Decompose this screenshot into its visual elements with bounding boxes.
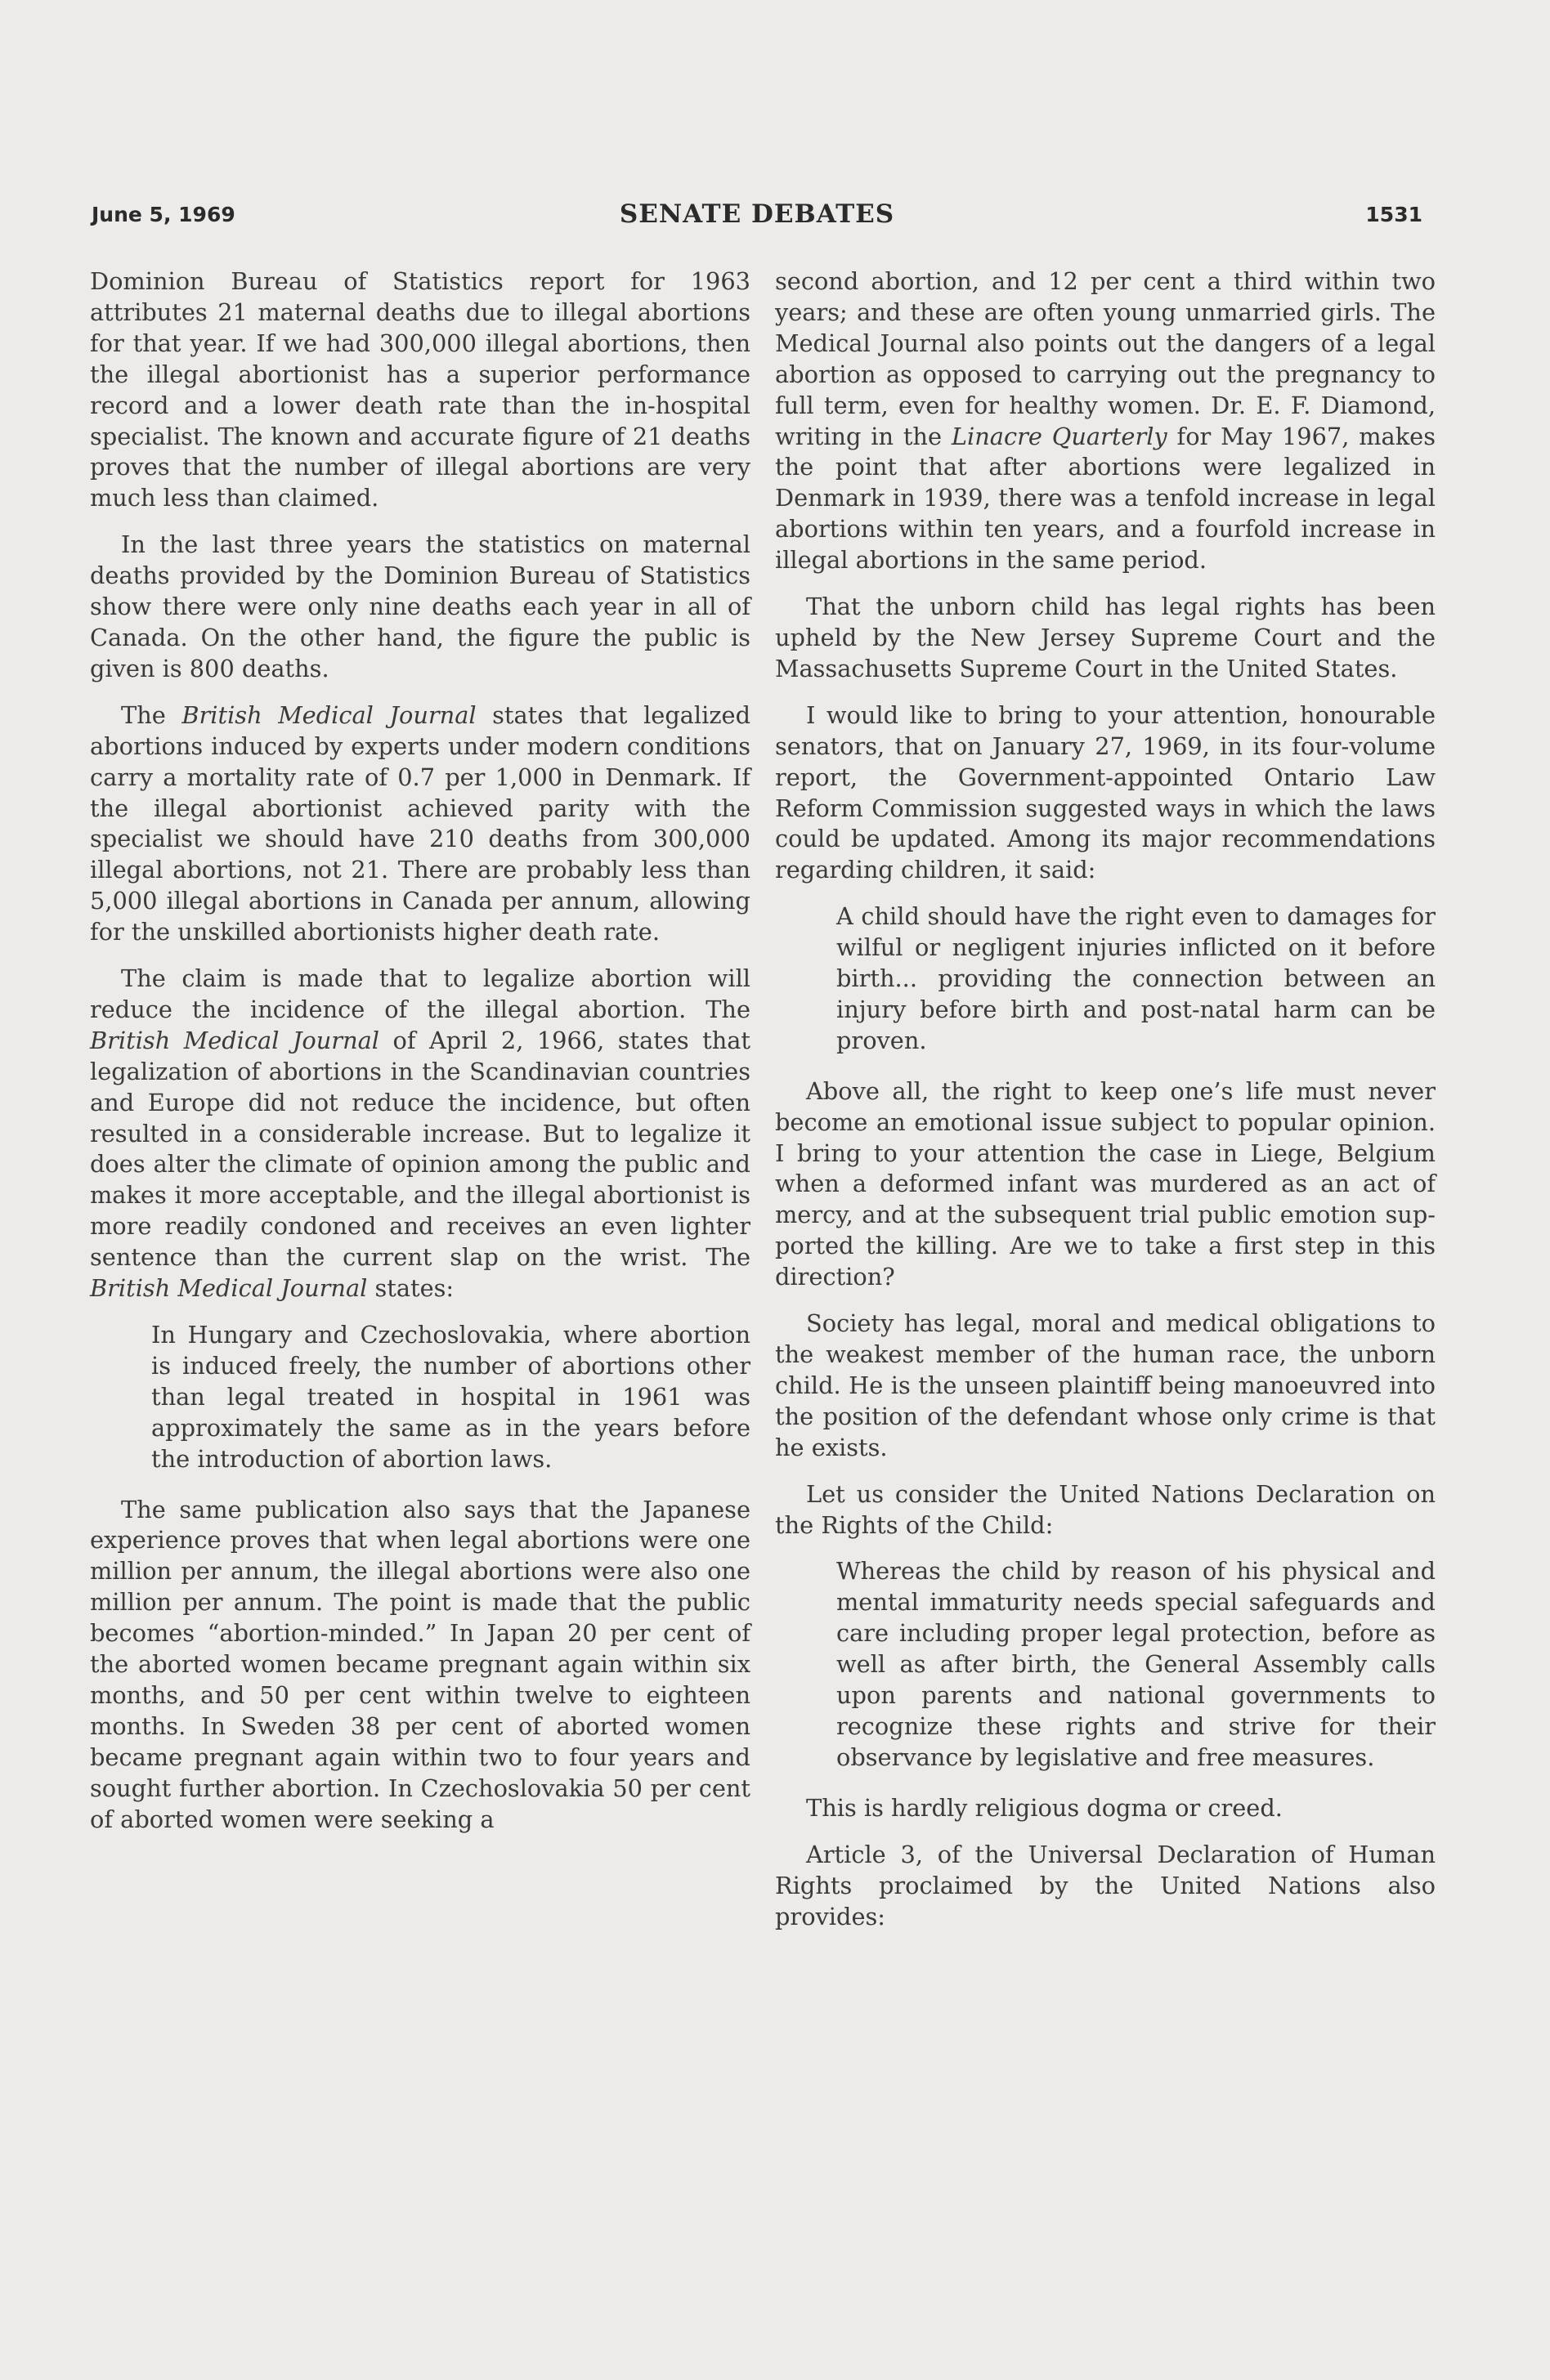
journal-title: British Medical Journal xyxy=(90,1026,380,1054)
right-column xyxy=(775,266,1436,1948)
paragraph: Article 3, of the Universal Declaration of Human Rights proclaimed by the United Nations also provides: xyxy=(775,1840,1436,1930)
page-header xyxy=(92,199,1422,232)
paragraph: The same publication also says that the Japanese experience proves that when legal abortions were one million per annum, the illegal abortions were also one million per annum. The point is made that the public becomes “abortion-minded.” In Japan 20 per cent of the aborted women became pregnant again within six months, and 50 per cent within twelve to eighteen months. In Sweden 38 per cent of aborted women became pregnant again within two to four years and sought further abortion. In Czechoslovakia 50 per cent of aborted women were seeking a xyxy=(90,1495,750,1833)
journal-title: Linacre Quarterly xyxy=(951,422,1167,450)
journal-title: British Medical Journal xyxy=(90,1274,368,1303)
header-page-number: 1531 xyxy=(1365,203,1422,226)
block-quote: In Hungary and Czechoslovakia, where abortion is induced freely, the number of abortions other than legal treated in hospital in 1961 was approximately the same as in the years before the introduction of abortion laws. xyxy=(151,1321,750,1473)
left-column xyxy=(90,266,750,1851)
paragraph: Above all, the right to keep one’s life must never become an emotional issue subject to popular opinion. I bring to your attention the case in Liege, Belgium when a deformed infant was murdered as an act of mercy, and at the subsequent trial public emotion supported the killing. Are we to take a first step in this direction? xyxy=(775,1076,1436,1291)
paragraph: The claim is made that to legalize abortion will reduce the incidence of the illegal abortion. The British Medical Journal of April 2, 1966, states that legalization of abortions in the Scandinavian countries and Europe did not reduce the incidence, but often resulted in a considerable increase. But to legalize it does alter the climate of opinion among the public and makes it more acceptable, and the illegal abortionist is more readily condoned and receives an even lighter sentence than the current slap on the wrist. The British Medical Journal states: xyxy=(90,964,750,1303)
paragraph: Let us consider the United Nations Declaration on the Rights of the Child: xyxy=(775,1479,1436,1539)
paragraph: Dominion Bureau of Statistics report for 1963 attributes 21 maternal deaths due to illegal abortions for that year. If we had 300,000 illegal abortions, then the illegal abortionist has a superior performance record and a lower death rate than the in-hospital specialist. The known and accurate figure of 21 deaths proves that the number of illegal abortions are very much less than claimed. xyxy=(90,267,750,512)
header-title: SENATE DEBATES xyxy=(619,199,895,229)
paragraph: Society has legal, moral and medical obligations to the weakest member of the human race, the unborn child. He is the unseen plaintiff being manoeuvred into the position of the defendant whose only crime is that he exists. xyxy=(775,1309,1436,1461)
journal-title: British Medical Journal xyxy=(181,700,477,729)
block-quote: A child should have the right even to damages for wilful or negligent injuries inflicted on it before birth... providing the connection between an injury before birth and post-natal harm can be proven. xyxy=(836,902,1436,1054)
block-quote: Whereas the child by reason of his physical and mental immaturity needs special safeguards and care including proper legal protection, before as well as after birth, the General Assembly calls upon parents and national governments to recognize these rights and strive for their observance by legislative and free measures. xyxy=(836,1557,1436,1771)
paragraph: That the unborn child has legal rights has been upheld by the New Jersey Supreme Court and the Massachusetts Supreme Court in the United States. xyxy=(775,593,1436,682)
paragraph: The British Medical Journal states that legalized abortions induced by experts under modern conditions carry a mortality rate of 0.7 per 1,000 in Denmark. If the illegal abortionist achieved parity with the specialist we should have 210 deaths from 300,000 illegal abortions, not 21. There are probably less than 5,000 illegal abortions in Canada per annum, allowing for the unskilled abortionists higher death rate. xyxy=(90,700,750,946)
paragraph: second abortion, and 12 per cent a third within two years; and these are often young unmarried girls. The Medical Journal also points out the dangers of a legal abortion as opposed to carrying out the pregnancy to full term, even for healthy women. Dr. E. F. Diamond, writing in the Linacre Quarterly for May 1967, makes the point that after abortions were legalized in Denmark in 1939, there was a tenfold increase in legal abortions within ten years, and a fourfold increase in illegal abortions in the same period. xyxy=(775,267,1436,575)
paragraph: In the last three years the statistics on maternal deaths provided by the Dominion Bureau of Statistics show there were only nine deaths each year in all of Canada. On the other hand, the figure the public is given is 800 deaths. xyxy=(90,530,750,682)
header-date: June 5, 1969 xyxy=(92,203,235,226)
paragraph: I would like to bring to your attention, honourable senators, that on January 27, 1969, in its four-volume report, the Government-appointed Ontario Law Reform Commission suggested ways in which the laws could be updated. Among its major recommendations regarding children, it said: xyxy=(775,700,1436,884)
paragraph: This is hardly religious dogma or creed. xyxy=(806,1793,1283,1822)
